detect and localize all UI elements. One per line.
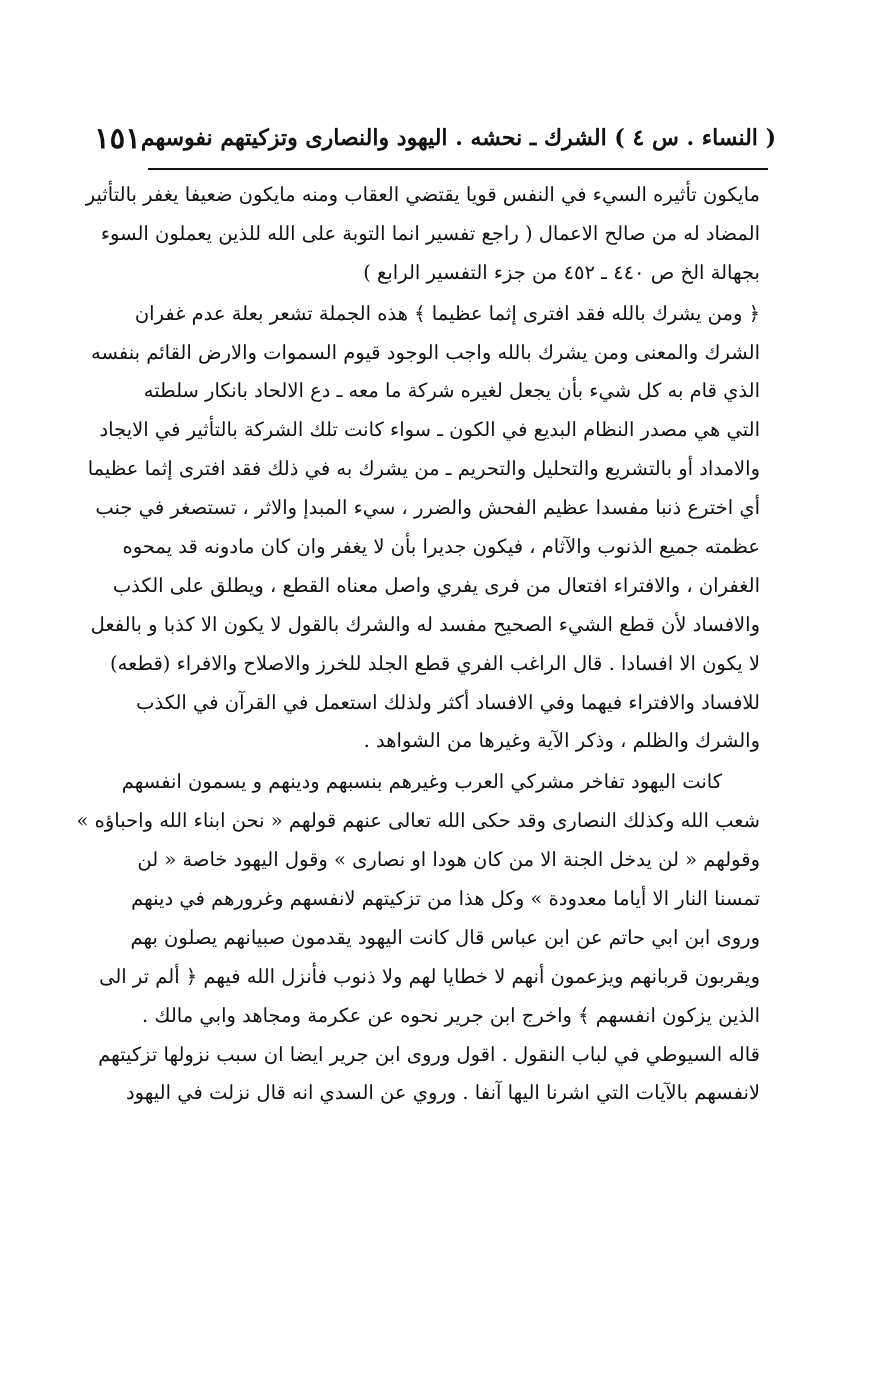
text-line: التي هي مصدر النظام البديع في الكون ـ سواء كانت تلك الشركة بالتأثير في الايجاد [99, 418, 760, 442]
text-line: عظمته جميع الذنوب والآثام ، فيكون جديرا بأن لا يغفر وان كان مادونه قد يمحوه [122, 535, 760, 559]
text-line: كانت اليهود تفاخر مشركي العرب وغيرهم بنسبهم ودينهم و يسمون انفسهم [121, 770, 722, 794]
text-line: تمسنا النار الا أياما معدودة » وكل هذا من تزكيتهم لانفسهم وغرورهم في دينهم [131, 887, 760, 911]
text-line: والافساد لأن قطع الشيء الصحيح مفسد له والشرك بالقول لا يكون الا كذبا و بالفعل [90, 612, 760, 636]
text-line: وقولهم « لن يدخل الجنة الا من كان هودا او نصارى » وقول اليهود خاصة « لن [137, 848, 760, 872]
text-line: شعب الله وكذلك النصارى وقد حكى الله تعالى عنهم قولهم « نحن ابناء الله واحباؤه » [76, 809, 760, 833]
text-line: الذي قام به كل شيء بأن يجعل لغيره شركة ما معه ـ دع الالحاد بانكار سلطته [143, 379, 760, 403]
text-line: مايكون تأثيره السيء في النفس قويا يقتضي العقاب ومنه مايكون ضعيفا يغفر بالتأثير [85, 183, 760, 206]
body-text [76, 176, 760, 1113]
text-line: للافساد والافتراء فيهما وفي الافساد أكثر ولذلك استعمل في القرآن في الكذب [136, 690, 760, 714]
page-number: ١٥١ [94, 121, 141, 155]
paragraph-1 [85, 176, 760, 293]
text-line: قاله السيوطي في لباب النقول . اقول وروى ابن جرير ايضا ان سبب نزولها تزكيتهم [98, 1042, 760, 1066]
running-head: ( النساء . س ٤ ) الشرك ـ نحشه . اليهود والنصارى وتزكيتهم نفوسهم [140, 125, 776, 151]
text-line: ويقربون قربانهم ويزعمون أنهم لا خطايا لهم ولا ذنوب فأنزل الله فيهم ﴿ ألم تر الى [99, 964, 760, 988]
header-rule [148, 168, 768, 170]
text-line: المضاد له من صالح الاعمال ( راجع تفسير انما التوبة على الله للذين يعملون السوء [100, 221, 760, 245]
paragraph-2 [87, 295, 760, 762]
text-line: ﴿ ومن يشرك بالله فقد افترى إثما عظيما ﴾ هذه الجملة تشعر بعلة عدم غفران [134, 301, 760, 325]
text-line: الغفران ، والافتراء افتعال من فرى يفري واصل معناه القطع ، ويطلق على الكذب [112, 573, 760, 597]
text-line: والشرك والظلم ، وذكر الآية وغيرها من الشواهد . [363, 729, 760, 753]
text-line: الشرك والمعنى ومن يشرك بالله واجب الوجود قيوم السموات والارض القائم بنفسه [91, 340, 760, 364]
text-line: والامداد أو بالتشريع والتحليل والتحريم ـ من يشرك به في ذلك فقد افترى إثما عظيما [87, 457, 760, 481]
text-line: بجهالة الخ ص ٤٤٠ ـ ٤٥٢ من جزء التفسير الرابع ) [363, 260, 760, 284]
text-line: وروى ابن ابي حاتم عن ابن عباس قال كانت اليهود يقدمون صبيانهم يصلون بهم [130, 925, 760, 949]
paragraph-3 [76, 763, 760, 1113]
text-line: لا يكون الا افسادا . قال الراغب الفري قطع الجلد للخرز والاصلاح والافراء (قطعه) [109, 651, 760, 675]
text-line: أي اخترع ذنبا مفسدا عظيم الفحش والضرر ، سيء المبدإ والاثر ، تستصغر في جنب [95, 496, 760, 520]
page-header [94, 118, 776, 158]
text-line: لانفسهم بالآيات التي اشرنا اليها آنفا . وروي عن السدي انه قال نزلت في اليهود [126, 1081, 760, 1105]
text-line: الذين يزكون انفسهم ﴾ واخرج ابن جرير نحوه عن عكرمة ومجاهد وابي مالك . [142, 1003, 760, 1027]
